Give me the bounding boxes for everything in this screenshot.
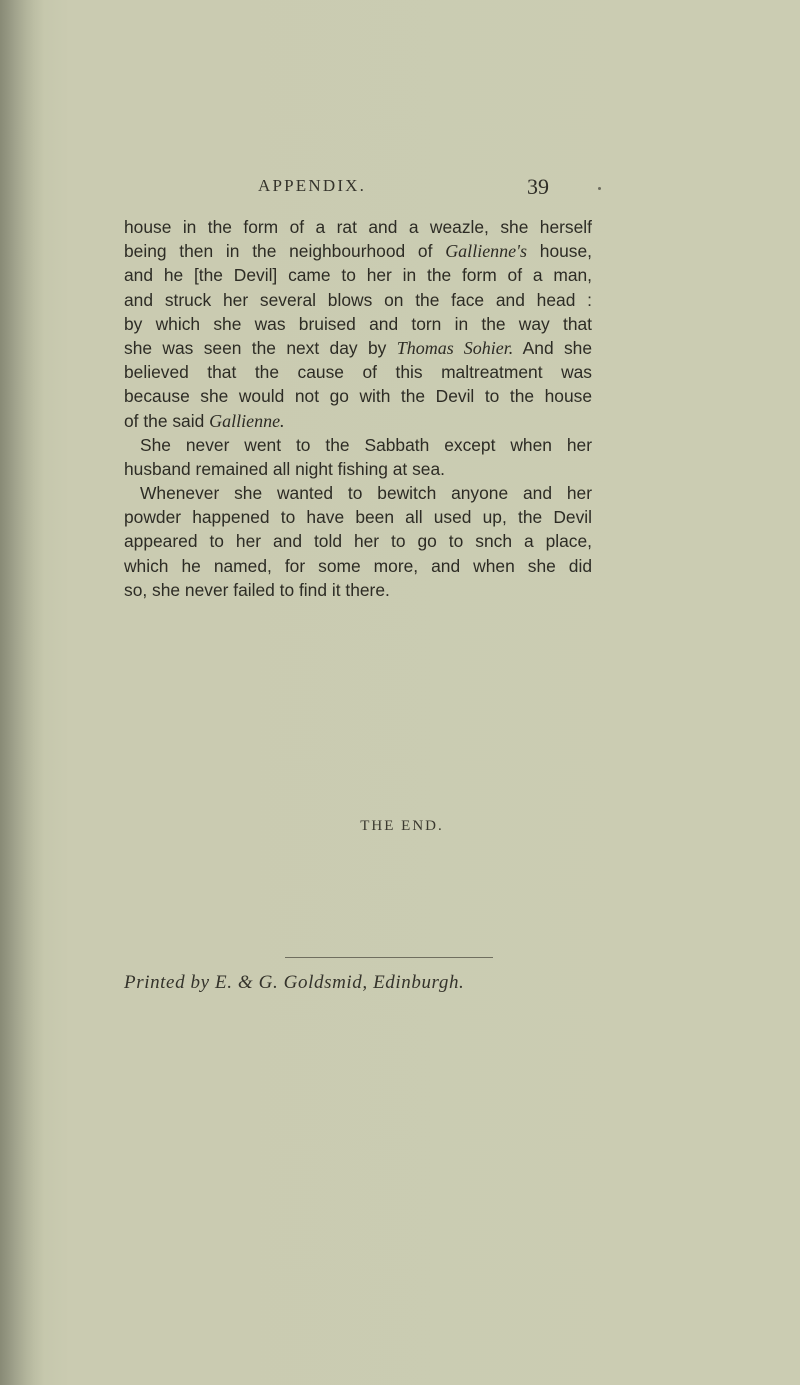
italic-name: Thomas Sohier. bbox=[396, 337, 514, 358]
text-line: house in the form of a rat and a weazle, she herself bbox=[124, 217, 592, 237]
gutter-shadow bbox=[0, 0, 44, 1385]
text-run: house, bbox=[527, 241, 592, 262]
printer-imprint: Printed by E. & G. Goldsmid, Edinburgh. bbox=[124, 972, 465, 993]
text-line bbox=[124, 336, 592, 360]
text-line: believed that the cause of this maltreatment was bbox=[124, 362, 592, 383]
text-line: appeared to her and told her to go to snch a place, bbox=[124, 531, 592, 552]
page-number: 39 bbox=[527, 174, 549, 199]
running-title: APPENDIX. bbox=[258, 176, 367, 195]
body-text bbox=[124, 215, 592, 602]
margin-dot bbox=[598, 187, 601, 190]
text-line: powder happened to have been all used up, the Devil bbox=[124, 507, 592, 528]
horizontal-rule bbox=[285, 957, 493, 958]
italic-name: Gallienne. bbox=[209, 410, 285, 431]
text-line: She never went to the Sabbath except when her bbox=[140, 434, 592, 455]
text-run: being then in the neighbourhood of bbox=[124, 241, 446, 262]
text-line: and he [the Devil] came to her in the form of a man, bbox=[124, 265, 592, 286]
running-head bbox=[0, 174, 800, 204]
text-line: Whenever she wanted to bewitch anyone and her bbox=[140, 483, 592, 504]
text-line bbox=[124, 409, 592, 433]
text-run: she was seen the next day by bbox=[124, 337, 397, 358]
the-end-heading: THE END. bbox=[360, 818, 444, 834]
text-line: because she would not go with the Devil to the house bbox=[124, 386, 592, 407]
text-run: of the said bbox=[124, 410, 210, 431]
text-line: which he named, for some more, and when she did bbox=[124, 555, 592, 576]
text-line: husband remained all night fishing at sea. bbox=[124, 458, 445, 479]
text-line bbox=[124, 239, 592, 263]
text-line: and struck her several blows on the face and head : bbox=[124, 289, 592, 310]
text-line: by which she was bruised and torn in the way that bbox=[124, 313, 592, 334]
italic-name: Gallienne's bbox=[445, 241, 528, 262]
text-run: And she bbox=[513, 337, 593, 358]
text-line: so, she never failed to find it there. bbox=[124, 579, 390, 600]
